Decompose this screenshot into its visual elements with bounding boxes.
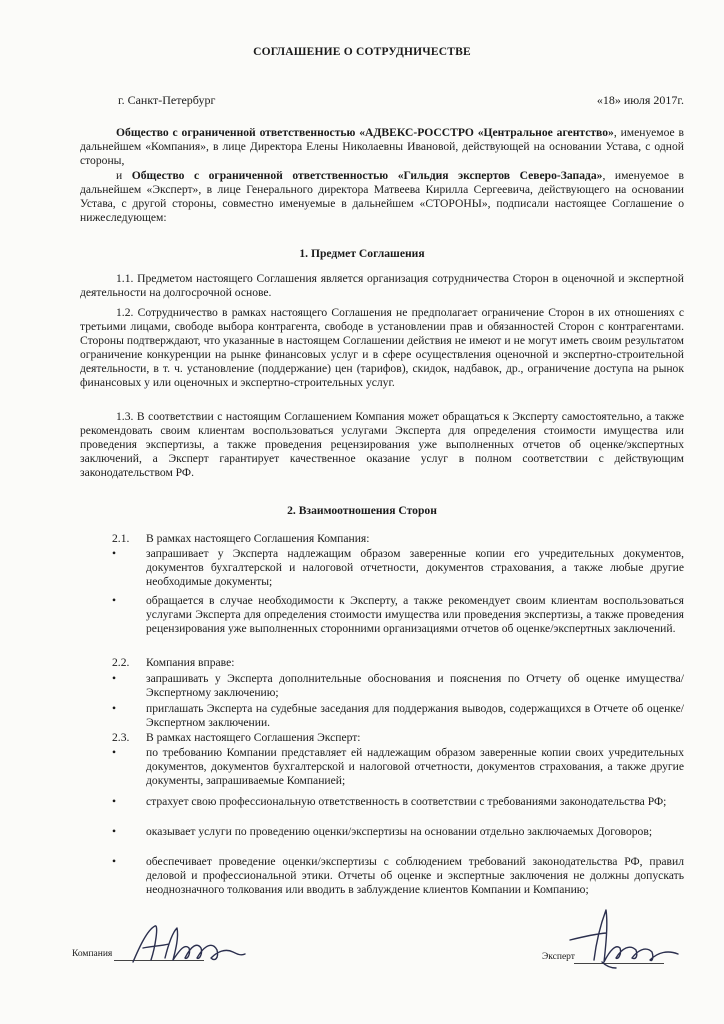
bullet: •	[112, 825, 117, 838]
clause-1-3-text: 1.3. В соответствии с настоящим Соглашением Компания может обращаться к Эксперту самостоятельно, а также рекомендовать своим клиентам воспользоваться услугами Эксперта для определения стоимости имущества или проведения экспертизы, а также проведения рецензирования уже выполненных отчетов об оценке/экспертных заключений, а Эксперт гарантирует качественное оказание услуг в полном соответствии с действующим законодательством РФ.	[80, 410, 684, 479]
bullet: •	[112, 547, 117, 560]
clause-1-2-text: 1.2. Сотрудничество в рамках настоящего Соглашения не предполагает ограничение Сторон в их отношениях с третьими лицами, свободе выбора контрагента, свободе в установлении прав и обязанностей Сторон с контрагентами. Стороны подтверждают, что указанные в настоящем Соглашении действия не имеют и не могут иметь своим результатом ограничение конкуренции на рынке финансовых услуг и в сфере осуществления оценочной и экспертно-строительной деятельности, в т. ч. установление (поддержание) цен (тарифов), скидок, надбавок, др., ограничение доступа на рынок финансовых у или оценочных и экспертно-строительных услуг.	[80, 306, 684, 389]
expert-signature	[566, 900, 686, 975]
clause-2-2-text: Компания вправе:	[146, 656, 235, 669]
clause-2-3-item-2: страхует свою профессиональную ответственность в соответствии с требованиями законодательства РФ;	[146, 795, 667, 808]
clause-2-1-number: 2.1.	[112, 532, 130, 545]
parties-paragraph-2	[80, 169, 684, 225]
bullet: •	[112, 855, 117, 868]
expert-signature-label: Эксперт	[542, 952, 575, 962]
clause-2-3-item-3: оказывает услуги по проведению оценки/экспертизы на основании отдельно заключаемых Договоров;	[146, 825, 653, 838]
document-place: г. Санкт-Петербург	[118, 93, 216, 107]
parties-paragraph-1	[80, 126, 684, 168]
company-signature-label: Компания	[72, 949, 113, 959]
section2-heading: 2. Взаимоотношения Сторон	[287, 504, 437, 517]
bullet: •	[112, 702, 117, 715]
clause-2-2-item-2: приглашать Эксперта на судебные заседания для поддержания выводов, содержащихся в Отчете об оценке/Экспертном заключении.	[146, 702, 684, 729]
clause-1-1	[80, 272, 684, 300]
document-date: «18» июля 2017г.	[596, 93, 684, 107]
bullet: •	[112, 795, 117, 808]
party2-description: , именуемое в дальнейшем «Эксперт», в лице Генерального директора Матвеева Кирилла Сергеевича, действующего на основании Устава, с другой стороны, совместно именуемые в дальнейшем «СТОРОНЫ», подписали настоящее Соглашение о нижеследующем:	[80, 169, 684, 224]
company-signature	[125, 918, 255, 973]
party1-description: , именуемое в дальнейшем «Компания», в лице Директора Елены Николаевны Ивановой, действующей на основании Устава, с одной стороны,	[80, 126, 685, 167]
clause-2-2-item-1: запрашивать у Эксперта дополнительные обоснования и пояснения по Отчету об оценке имущества/Экспертному заключению;	[146, 672, 684, 699]
clause-1-3	[80, 410, 684, 480]
bullet: •	[112, 594, 117, 607]
clause-2-1-text: В рамках настоящего Соглашения Компания:	[146, 532, 370, 545]
clause-2-3-item-4: обеспечивает проведение оценки/экспертизы с соблюдением требований законодательства РФ, правил деловой и профессиональной этики. Отчеты об оценке и экспертные заключения не должны допускать неоднозначного толкования или вводить в заблуждение клиентов Компании и Компанию;	[146, 855, 684, 896]
party2-prefix: и	[116, 169, 132, 182]
clause-2-3-number: 2.3.	[112, 731, 130, 744]
clause-2-1-item-1: запрашивает у Эксперта надлежащим образом заверенные копии его учредительных документов, документов бухгалтерской и налоговой отчетности, документов страхования, а также любые другие необходимые документы;	[146, 547, 684, 588]
clause-2-2-number: 2.2.	[112, 656, 130, 669]
bullet: •	[112, 746, 117, 759]
document-title: СОГЛАШЕНИЕ О СОТРУДНИЧЕСТВЕ	[253, 46, 471, 58]
bullet: •	[112, 672, 117, 685]
section1-heading: 1. Предмет Соглашения	[299, 247, 425, 260]
party2-name: Общество с ограниченной ответственностью «Гильдия экспертов Северо-Запада»	[131, 169, 603, 182]
clause-2-3-item-1: по требованию Компании представляет ей надлежащим образом заверенные копии своих учредительных документов, документов бухгалтерской и налоговой отчетности, документов страхования, а также другие документы, запрашиваемые Компанией;	[146, 746, 684, 787]
clause-2-3-text: В рамках настоящего Соглашения Эксперт:	[146, 731, 361, 744]
party1-name: Общество с ограниченной ответственностью «АДВЕКС-РОССТРО «Центральное агентство»	[116, 126, 614, 139]
clause-1-2	[80, 306, 684, 390]
clause-2-1-item-2: обращается в случае необходимости к Эксперту, а также рекомендует своим клиентам воспользоваться услугами Эксперта для определения стоимости имущества или проведения экспертизы, а также проведения рецензирования уже выполненных сторонними организациями отчетов об оценке/экспертных заключений.	[146, 594, 684, 635]
clause-1-1-text: 1.1. Предметом настоящего Соглашения является организация сотрудничества Сторон в оценочной и экспертной деятельности на долгосрочной основе.	[80, 272, 684, 299]
